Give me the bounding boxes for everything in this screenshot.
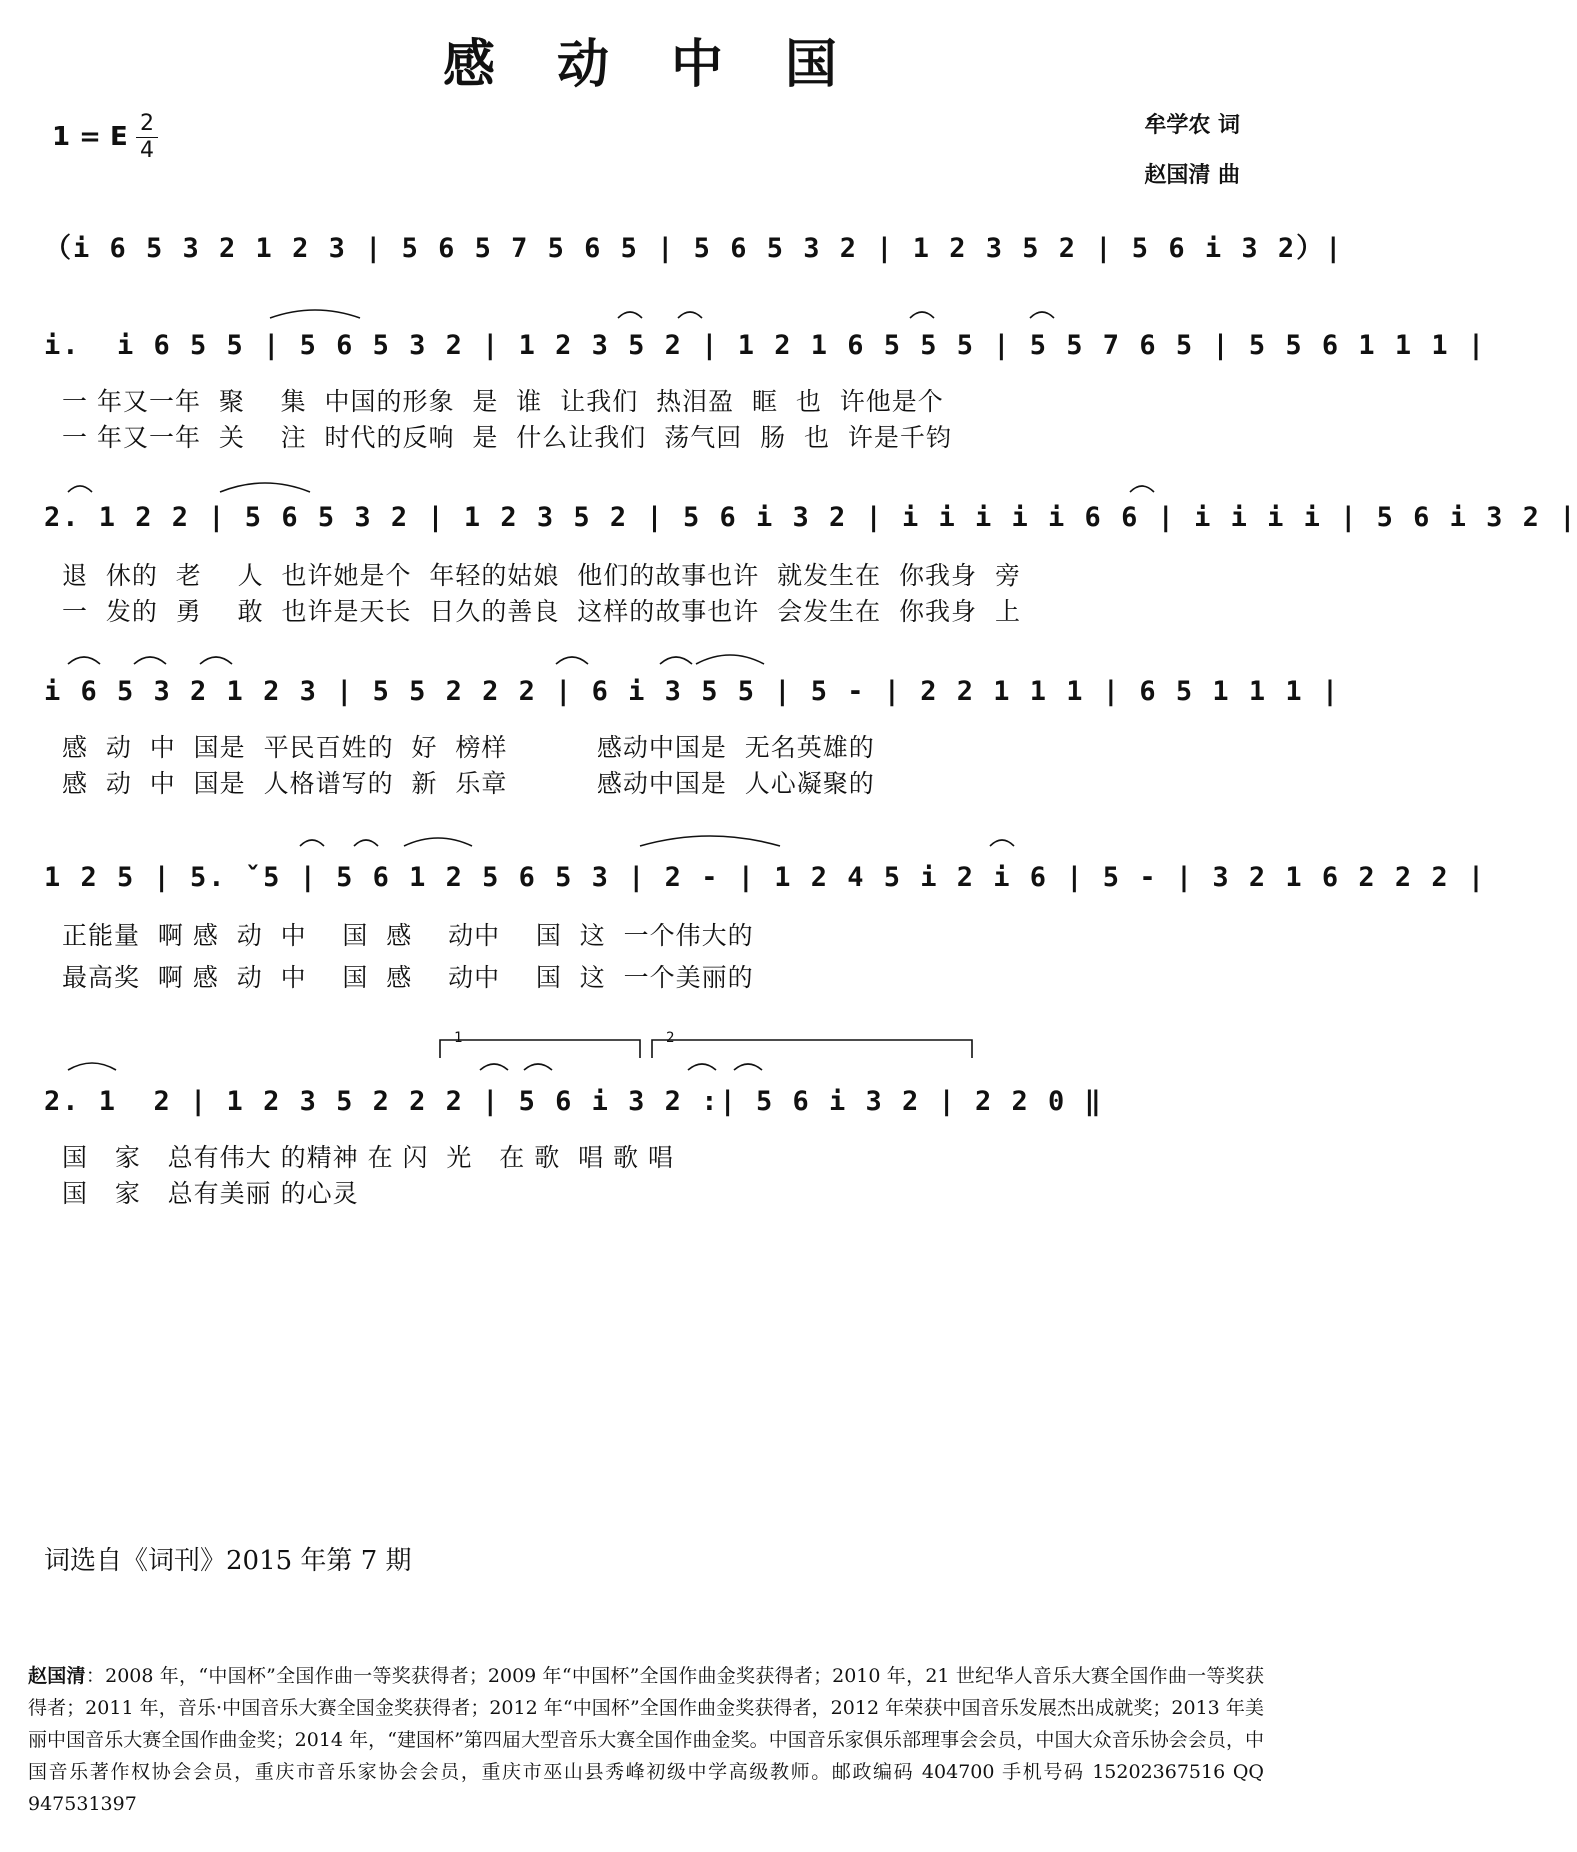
slur	[480, 1064, 508, 1070]
notation-system-1: （i 6 5 3 2 1 2 3 | 5 6 5 7 5 6 5 | 5 6 5 3 2 | 1 2 3 5 2 | 5 6 i 3 2）|	[44, 233, 1344, 264]
slur	[200, 657, 232, 664]
slur	[678, 312, 702, 318]
slur	[618, 312, 642, 318]
slur	[354, 840, 378, 846]
volta-bracket-1	[440, 1040, 640, 1058]
notation-system-4: i 6 5 3 2 1 2 3 | 5 5 2 2 2 | 6 i 3 5 5 | 5 - | 2 2 1 1 1 | 6 5 1 1 1 |	[44, 676, 1341, 707]
key-signature: 1 = E	[52, 122, 128, 152]
slur	[990, 840, 1014, 846]
lyrics-verse-1-line-4: 感 动 中 国是 平民百姓的 好 榜样 感动中国是 无名英雄的	[62, 733, 875, 762]
slur	[68, 657, 100, 664]
composer-credit: 赵国清 曲	[1144, 163, 1240, 188]
bio-text: ：2008 年，“中国杯”全国作曲一等奖获得者；2009 年“中国杯”全国作曲金奖获得者；2010 年，21 世纪华人音乐大赛全国作曲一等奖获得者；2011 年，音乐·中国音乐大赛全国金奖获得者；2012 年“中国杯”全国作曲金奖获得者，2012 年荣获中国音乐发展杰出成就奖；2013 年美丽中国音乐大赛全国作曲金奖；2014 年，“建国杯”第四届大型音乐大赛全国作曲金奖。中国音乐家俱乐部理事会会员，中国大众音乐协会会员，中国音乐著作权协会会员，重庆市音乐家协会会员，重庆市巫山县秀峰初级中学高级教师。邮政编码 404700 手机号码 15202367516 QQ 947531397	[28, 1665, 1264, 1815]
slur	[1030, 312, 1054, 318]
lyrics-verse-1-line-3: 退 休的 老 人 也许她是个 年轻的姑娘 他们的故事也许 就发生在 你我身 旁	[62, 561, 1021, 590]
slur	[524, 1064, 552, 1070]
slur	[910, 312, 934, 318]
slur	[696, 655, 764, 664]
composer-biography	[28, 1660, 1264, 1852]
lyrics-verse-1-line-6: 国 家 总有伟大 的精神 在 闪 光 在 歌 唱 歌 唱	[62, 1143, 674, 1172]
notation-system-2: i. i 6 5 5 | 5 6 5 3 2 | 1 2 3 5 2 | 1 2 1 6 5 5 5 | 5 5 7 6 5 | 5 5 6 1 1 1 |	[44, 330, 1487, 361]
slur	[660, 657, 692, 664]
slur	[300, 840, 324, 846]
time-signature-top: 2	[140, 111, 154, 136]
notation-system-5: 1 2 5 | 5. ˇ5 | 5 6 1 2 5 6 5 3 | 2 - | 1 2 4 5 i 2 i 6 | 5 - | 3 2 1 6 2 2 2 |	[44, 862, 1487, 893]
lyrics-source-note: 词选自《词刊》2015 年第 7 期	[44, 1546, 412, 1576]
volta-bracket-2	[652, 1040, 972, 1058]
slur	[404, 838, 472, 846]
lyrics-verse-2-line-6: 国 家 总有美丽 的心灵	[62, 1179, 359, 1208]
lyrics-verse-2-line-4: 感 动 中 国是 人格谱写的 新 乐章 感动中国是 人心凝聚的	[62, 769, 875, 798]
slur	[1130, 486, 1154, 492]
slur	[556, 657, 588, 664]
lyrics-verse-2-line-5: 最高奖 啊 感 动 中 国 感 动中 国 这 一个美丽的	[62, 963, 754, 992]
slur	[68, 486, 92, 492]
lyrics-verse-1-line-2: 一 年又一年 聚 集 中国的形象 是 谁 让我们 热泪盈 眶 也 许他是个	[62, 387, 944, 416]
notation-system-3: 2. 1 2 2 | 5 6 5 3 2 | 1 2 3 5 2 | 5 6 i 3 2 | i i i i i 6 6 | i i i i | 5 6 i 3 2 |	[44, 502, 1577, 533]
lyrics-verse-2-line-3: 一 发的 勇 敢 也许是天长 日久的善良 这样的故事也许 会发生在 你我身 上	[62, 597, 1021, 626]
slur	[220, 483, 310, 492]
slur	[688, 1064, 716, 1070]
slur	[68, 1063, 116, 1070]
slur	[640, 836, 780, 846]
slur	[734, 1064, 762, 1070]
volta-number-2: 2	[666, 1030, 677, 1046]
song-title: 感动中国	[442, 35, 899, 95]
time-signature-bottom: 4	[140, 138, 154, 163]
bio-name: 赵国清	[28, 1665, 86, 1687]
lyricist-credit: 牟学农 词	[1144, 113, 1240, 138]
slur	[270, 310, 360, 318]
lyrics-verse-1-line-5: 正能量 啊 感 动 中 国 感 动中 国 这 一个伟大的	[62, 921, 754, 950]
slur	[134, 657, 166, 664]
notation-system-6: 2. 1 2 | 1 2 3 5 2 2 2 | 5 6 i 3 2 :| 5 6 i 3 2 | 2 2 0 ‖	[44, 1086, 1103, 1117]
volta-number-1: 1	[454, 1030, 465, 1046]
lyrics-verse-2-line-2: 一 年又一年 关 注 时代的反响 是 什么让我们 荡气回 肠 也 许是千钧	[62, 423, 952, 452]
